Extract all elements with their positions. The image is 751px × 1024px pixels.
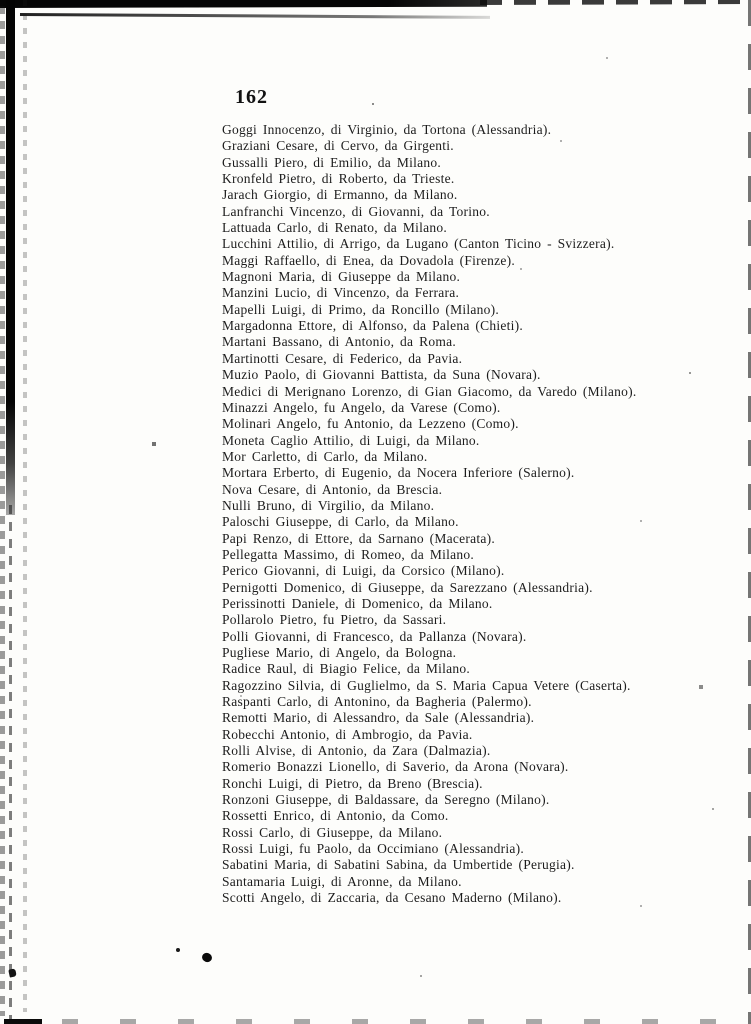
list-item: Nova Cesare, di Antonio, da Brescia. bbox=[222, 481, 443, 497]
list-item: Romerio Bonazzi Lionello, di Saverio, da Arona (Novara). bbox=[222, 759, 569, 775]
list-item: Molinari Angelo, fu Antonio, da Lezzeno (Como). bbox=[222, 416, 519, 432]
list-item: Robecchi Antonio, di Ambrogio, da Pavia. bbox=[222, 726, 473, 742]
list-item: Pollarolo Pietro, fu Pietro, da Sassari. bbox=[222, 612, 447, 628]
page-number: 162 bbox=[235, 86, 268, 108]
list-item: Minazzi Angelo, fu Angelo, da Varese (Como). bbox=[222, 399, 501, 415]
list-item: Martinotti Cesare, di Federico, da Pavia. bbox=[222, 350, 463, 366]
list-item: Ronchi Luigi, di Pietro, da Breno (Brescia). bbox=[222, 775, 483, 791]
list-item: Paloschi Giuseppe, di Carlo, da Milano. bbox=[222, 514, 459, 530]
list-item: Mortara Erberto, di Eugenio, da Nocera Inferiore (Salerno). bbox=[222, 465, 575, 481]
scan-speckles bbox=[0, 0, 2, 2]
list-item: Lucchini Attilio, di Arrigo, da Lugano (Canton Ticino - Svizzera). bbox=[222, 236, 615, 252]
list-item: Rossi Luigi, fu Paolo, da Occimiano (Alessandria). bbox=[222, 841, 525, 857]
name-list bbox=[222, 122, 742, 907]
list-item: Polli Giovanni, di Francesco, da Pallanza (Novara). bbox=[222, 628, 527, 644]
list-item: Manzini Lucio, di Vincenzo, da Ferrara. bbox=[222, 285, 460, 301]
list-item: Papi Renzo, di Ettore, da Sarnano (Macerata). bbox=[222, 530, 495, 546]
ink-mark-left-margin bbox=[8, 968, 17, 977]
list-item: Medici di Merignano Lorenzo, di Gian Giacomo, da Varedo (Milano). bbox=[222, 383, 637, 399]
scan-edge-left-outer bbox=[0, 6, 5, 1016]
scan-edge-left-tail bbox=[9, 505, 12, 1020]
list-item: Rossi Carlo, di Giuseppe, da Milano. bbox=[222, 824, 443, 840]
list-item: Remotti Mario, di Alessandro, da Sale (Alessandria). bbox=[222, 710, 535, 726]
list-item: Gussalli Piero, di Emilio, da Milano. bbox=[222, 154, 441, 170]
list-item: Maggi Raffaello, di Enea, da Dovadola (Firenze). bbox=[222, 252, 515, 268]
list-item: Nulli Bruno, di Virgilio, da Milano. bbox=[222, 497, 435, 513]
list-item: Perissinotti Daniele, di Domenico, da Milano. bbox=[222, 595, 493, 611]
ink-dot-large bbox=[201, 952, 213, 964]
scan-edge-left-gutter bbox=[6, 0, 15, 515]
list-item: Lanfranchi Vincenzo, di Giovanni, da Torino. bbox=[222, 203, 490, 219]
list-item: Ronzoni Giuseppe, di Baldassare, da Seregno (Milano). bbox=[222, 792, 550, 808]
scan-edge-bottom bbox=[4, 1019, 751, 1024]
list-item: Kronfeld Pietro, di Roberto, da Trieste. bbox=[222, 171, 455, 187]
list-item: Ragozzino Silvia, di Guglielmo, da S. Maria Capua Vetere (Caserta). bbox=[222, 677, 631, 693]
list-item: Martani Bassano, di Antonio, da Roma. bbox=[222, 334, 456, 350]
list-item: Raspanti Carlo, di Antonino, da Bagheria (Palermo). bbox=[222, 694, 532, 710]
list-item: Lattuada Carlo, di Renato, da Milano. bbox=[222, 220, 447, 236]
ink-dot-small bbox=[176, 948, 180, 952]
scan-edge-top-dashes bbox=[480, 0, 751, 5]
list-item: Pellegatta Massimo, di Romeo, da Milano. bbox=[222, 546, 474, 562]
list-item: Moneta Caglio Attilio, di Luigi, da Milano. bbox=[222, 432, 480, 448]
list-item: Margadonna Ettore, di Alfonso, da Palena (Chieti). bbox=[222, 318, 524, 334]
list-item: Sabatini Maria, di Sabatini Sabina, da Umbertide (Perugia). bbox=[222, 857, 575, 873]
scan-edge-top-secondary bbox=[20, 13, 490, 19]
list-item: Mor Carletto, di Carlo, da Milano. bbox=[222, 448, 428, 464]
list-item: Goggi Innocenzo, di Virginio, da Tortona (Alessandria). bbox=[222, 122, 552, 137]
list-item: Graziani Cesare, di Cervo, da Girgenti. bbox=[222, 138, 454, 154]
list-item: Muzio Paolo, di Giovanni Battista, da Suna (Novara). bbox=[222, 367, 541, 383]
list-item: Jarach Giorgio, di Ermanno, da Milano. bbox=[222, 187, 458, 203]
list-item: Perico Giovanni, di Luigi, da Corsico (Milano). bbox=[222, 563, 505, 579]
list-item: Pernigotti Domenico, di Giuseppe, da Sarezzano (Alessandria). bbox=[222, 579, 593, 595]
list-item: Rolli Alvise, di Antonio, da Zara (Dalmazia). bbox=[222, 743, 491, 759]
list-item: Mapelli Luigi, di Primo, da Roncillo (Milano). bbox=[222, 301, 500, 317]
list-item: Pugliese Mario, di Angelo, da Bologna. bbox=[222, 645, 457, 660]
list-item: Santamaria Luigi, di Aronne, da Milano. bbox=[222, 873, 462, 889]
scan-edge-left-inner bbox=[23, 0, 27, 1012]
list-item: Rossetti Enrico, di Antonio, da Como. bbox=[222, 808, 449, 824]
list-item: Magnoni Maria, di Giuseppe da Milano. bbox=[222, 269, 461, 285]
list-item: Scotti Angelo, di Zaccaria, da Cesano Maderno (Milano). bbox=[222, 890, 562, 906]
list-item: Radice Raul, di Biagio Felice, da Milano. bbox=[222, 661, 471, 677]
scan-edge-top bbox=[0, 0, 487, 8]
